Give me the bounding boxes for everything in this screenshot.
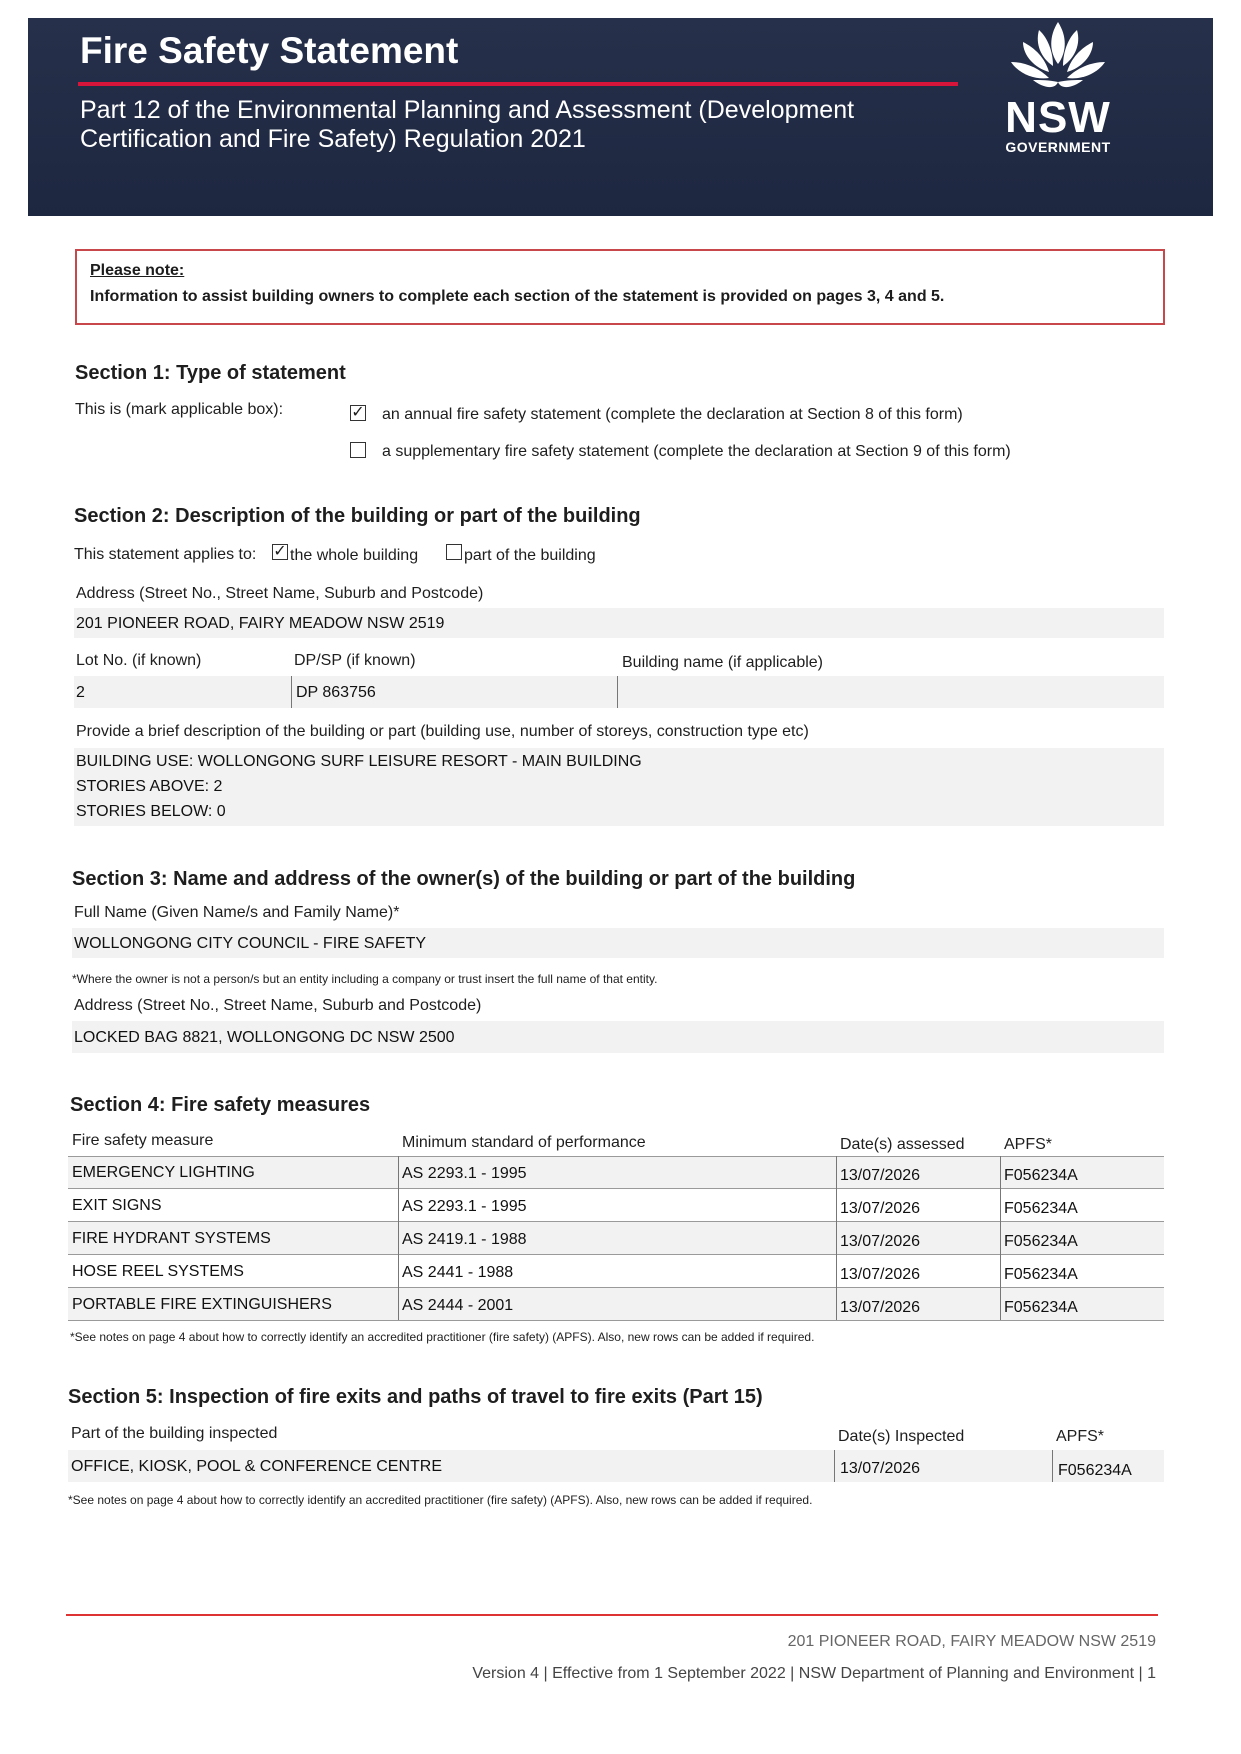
section5-footnote: *See notes on page 4 about how to correctly identify an accredited practitioner (fire safety) (APFS). Also, new rows can be added if required. <box>68 1493 813 1507</box>
standard-cell: AS 2293.1 - 1995 <box>402 1198 527 1215</box>
building-address-value: 201 PIONEER ROAD, FAIRY MEADOW NSW 2519 <box>76 615 445 632</box>
date-cell: 13/07/2026 <box>840 1299 921 1316</box>
lot-dp-name-row <box>74 676 1164 708</box>
section2-heading: Section 2: Description of the building or part of the building <box>74 505 641 527</box>
inspected-date-cell: 13/07/2026 <box>840 1460 921 1477</box>
standard-cell: AS 2419.1 - 1988 <box>402 1231 527 1248</box>
building-address-label: Address (Street No., Street Name, Suburb and Postcode) <box>76 585 484 602</box>
page-subtitle: Part 12 of the Environmental Planning and Assessment (Development Certification and Fire Safety) Regulation 2021 <box>80 96 855 153</box>
apfs-cell: F056234A <box>1058 1462 1132 1479</box>
section5-heading: Section 5: Inspection of fire exits and paths of travel to fire exits (Part 15) <box>68 1386 763 1408</box>
column-header: Minimum standard of performance <box>402 1134 646 1151</box>
part-building-checkbox[interactable] <box>446 544 462 560</box>
column-divider <box>836 1156 837 1320</box>
note-title: Please note: <box>90 262 185 279</box>
owner-name-label: Full Name (Given Name/s and Family Name)* <box>74 904 400 921</box>
lot-value[interactable]: 2 <box>76 684 85 701</box>
column-divider <box>834 1450 835 1482</box>
apfs-cell: F056234A <box>1004 1266 1078 1283</box>
field-divider <box>617 676 618 708</box>
standard-cell: AS 2441 - 1988 <box>402 1264 514 1281</box>
note-text: Information to assist building owners to complete each section of the statement is provided on pages 3, 4 and 5. <box>90 288 945 305</box>
note-box <box>75 249 1165 325</box>
field-divider <box>291 676 292 708</box>
description-line: BUILDING USE: WOLLONGONG SURF LEISURE RESORT - MAIN BUILDING <box>76 753 642 770</box>
part-building-label: part of the building <box>464 547 596 564</box>
column-header: Part of the building inspected <box>71 1425 278 1442</box>
column-divider <box>1000 1156 1001 1320</box>
header-divider <box>78 82 958 86</box>
inspected-part-cell: OFFICE, KIOSK, POOL & CONFERENCE CENTRE <box>71 1458 443 1475</box>
supplementary-statement-label: a supplementary fire safety statement (complete the declaration at Section 9 of this form) <box>382 443 1011 460</box>
standard-cell: AS 2444 - 2001 <box>402 1297 514 1314</box>
column-divider <box>398 1156 399 1320</box>
column-header: APFS* <box>1056 1428 1105 1445</box>
measure-cell: HOSE REEL SYSTEMS <box>72 1263 244 1280</box>
page-title: Fire Safety Statement <box>80 30 459 71</box>
owner-name-value: WOLLONGONG CITY COUNCIL - FIRE SAFETY <box>74 935 427 952</box>
apfs-cell: F056234A <box>1004 1299 1078 1316</box>
column-header: Fire safety measure <box>72 1132 214 1149</box>
description-label: Provide a brief description of the building or part (building use, number of storeys, construction type etc) <box>76 723 809 740</box>
date-cell: 13/07/2026 <box>840 1200 921 1217</box>
statement-type-prompt: This is (mark applicable box): <box>75 401 284 418</box>
nsw-government-logo <box>978 18 1138 168</box>
section4-footnote: *See notes on page 4 about how to correctly identify an accredited practitioner (fire safety) (APFS). Also, new rows can be added if required. <box>70 1330 815 1344</box>
section1-heading: Section 1: Type of statement <box>75 362 346 384</box>
footer-divider <box>66 1614 1158 1616</box>
annual-statement-label: an annual fire safety statement (complete the declaration at Section 8 of this form) <box>382 406 963 423</box>
applies-to-label: This statement applies to: <box>74 546 257 563</box>
fire-safety-measures-table <box>68 1156 1164 1324</box>
column-header: Date(s) assessed <box>840 1136 965 1153</box>
description-line: STORIES ABOVE: 2 <box>76 778 223 795</box>
owner-address-label: Address (Street No., Street Name, Suburb and Postcode) <box>74 997 482 1014</box>
column-header: APFS* <box>1004 1136 1053 1153</box>
date-cell: 13/07/2026 <box>840 1167 921 1184</box>
dp-value[interactable]: DP 863756 <box>296 684 376 701</box>
apfs-cell: F056234A <box>1004 1233 1078 1250</box>
date-cell: 13/07/2026 <box>840 1266 921 1283</box>
section4-heading: Section 4: Fire safety measures <box>70 1094 371 1116</box>
lot-label: Lot No. (if known) <box>76 652 202 669</box>
measure-cell: PORTABLE FIRE EXTINGUISHERS <box>72 1296 332 1313</box>
building-name-label: Building name (if applicable) <box>622 654 823 671</box>
waratah-icon <box>1003 18 1113 92</box>
dp-label: DP/SP (if known) <box>294 652 416 669</box>
apfs-cell: F056234A <box>1004 1167 1078 1184</box>
standard-cell: AS 2293.1 - 1995 <box>402 1165 527 1182</box>
footer-version: Version 4 | Effective from 1 September 2022 | NSW Department of Planning and Environment | 1 <box>472 1665 1156 1682</box>
column-header: Date(s) Inspected <box>838 1428 965 1445</box>
logo-subtext: GOVERNMENT <box>1005 139 1111 155</box>
whole-building-checkbox[interactable]: ✓ <box>273 543 287 560</box>
supplementary-statement-checkbox[interactable] <box>350 442 366 458</box>
description-line: STORIES BELOW: 0 <box>76 803 226 820</box>
apfs-cell: F056234A <box>1004 1200 1078 1217</box>
section3-heading: Section 3: Name and address of the owner(s) of the building or part of the building <box>72 868 856 890</box>
logo-wordmark: NSW <box>1005 93 1111 142</box>
owner-name-footnote: *Where the owner is not a person/s but an entity including a company or trust insert the full name of that entity. <box>72 972 658 986</box>
footer-address: 201 PIONEER ROAD, FAIRY MEADOW NSW 2519 <box>787 1633 1156 1650</box>
measure-cell: EXIT SIGNS <box>72 1197 162 1214</box>
whole-building-label: the whole building <box>290 547 419 564</box>
measure-cell: FIRE HYDRANT SYSTEMS <box>72 1230 271 1247</box>
date-cell: 13/07/2026 <box>840 1233 921 1250</box>
owner-address-value: LOCKED BAG 8821, WOLLONGONG DC NSW 2500 <box>74 1029 455 1046</box>
table-rule <box>68 1320 1164 1321</box>
column-divider <box>1052 1450 1053 1482</box>
measure-cell: EMERGENCY LIGHTING <box>72 1164 255 1181</box>
annual-statement-checkbox[interactable]: ✓ <box>351 404 365 421</box>
